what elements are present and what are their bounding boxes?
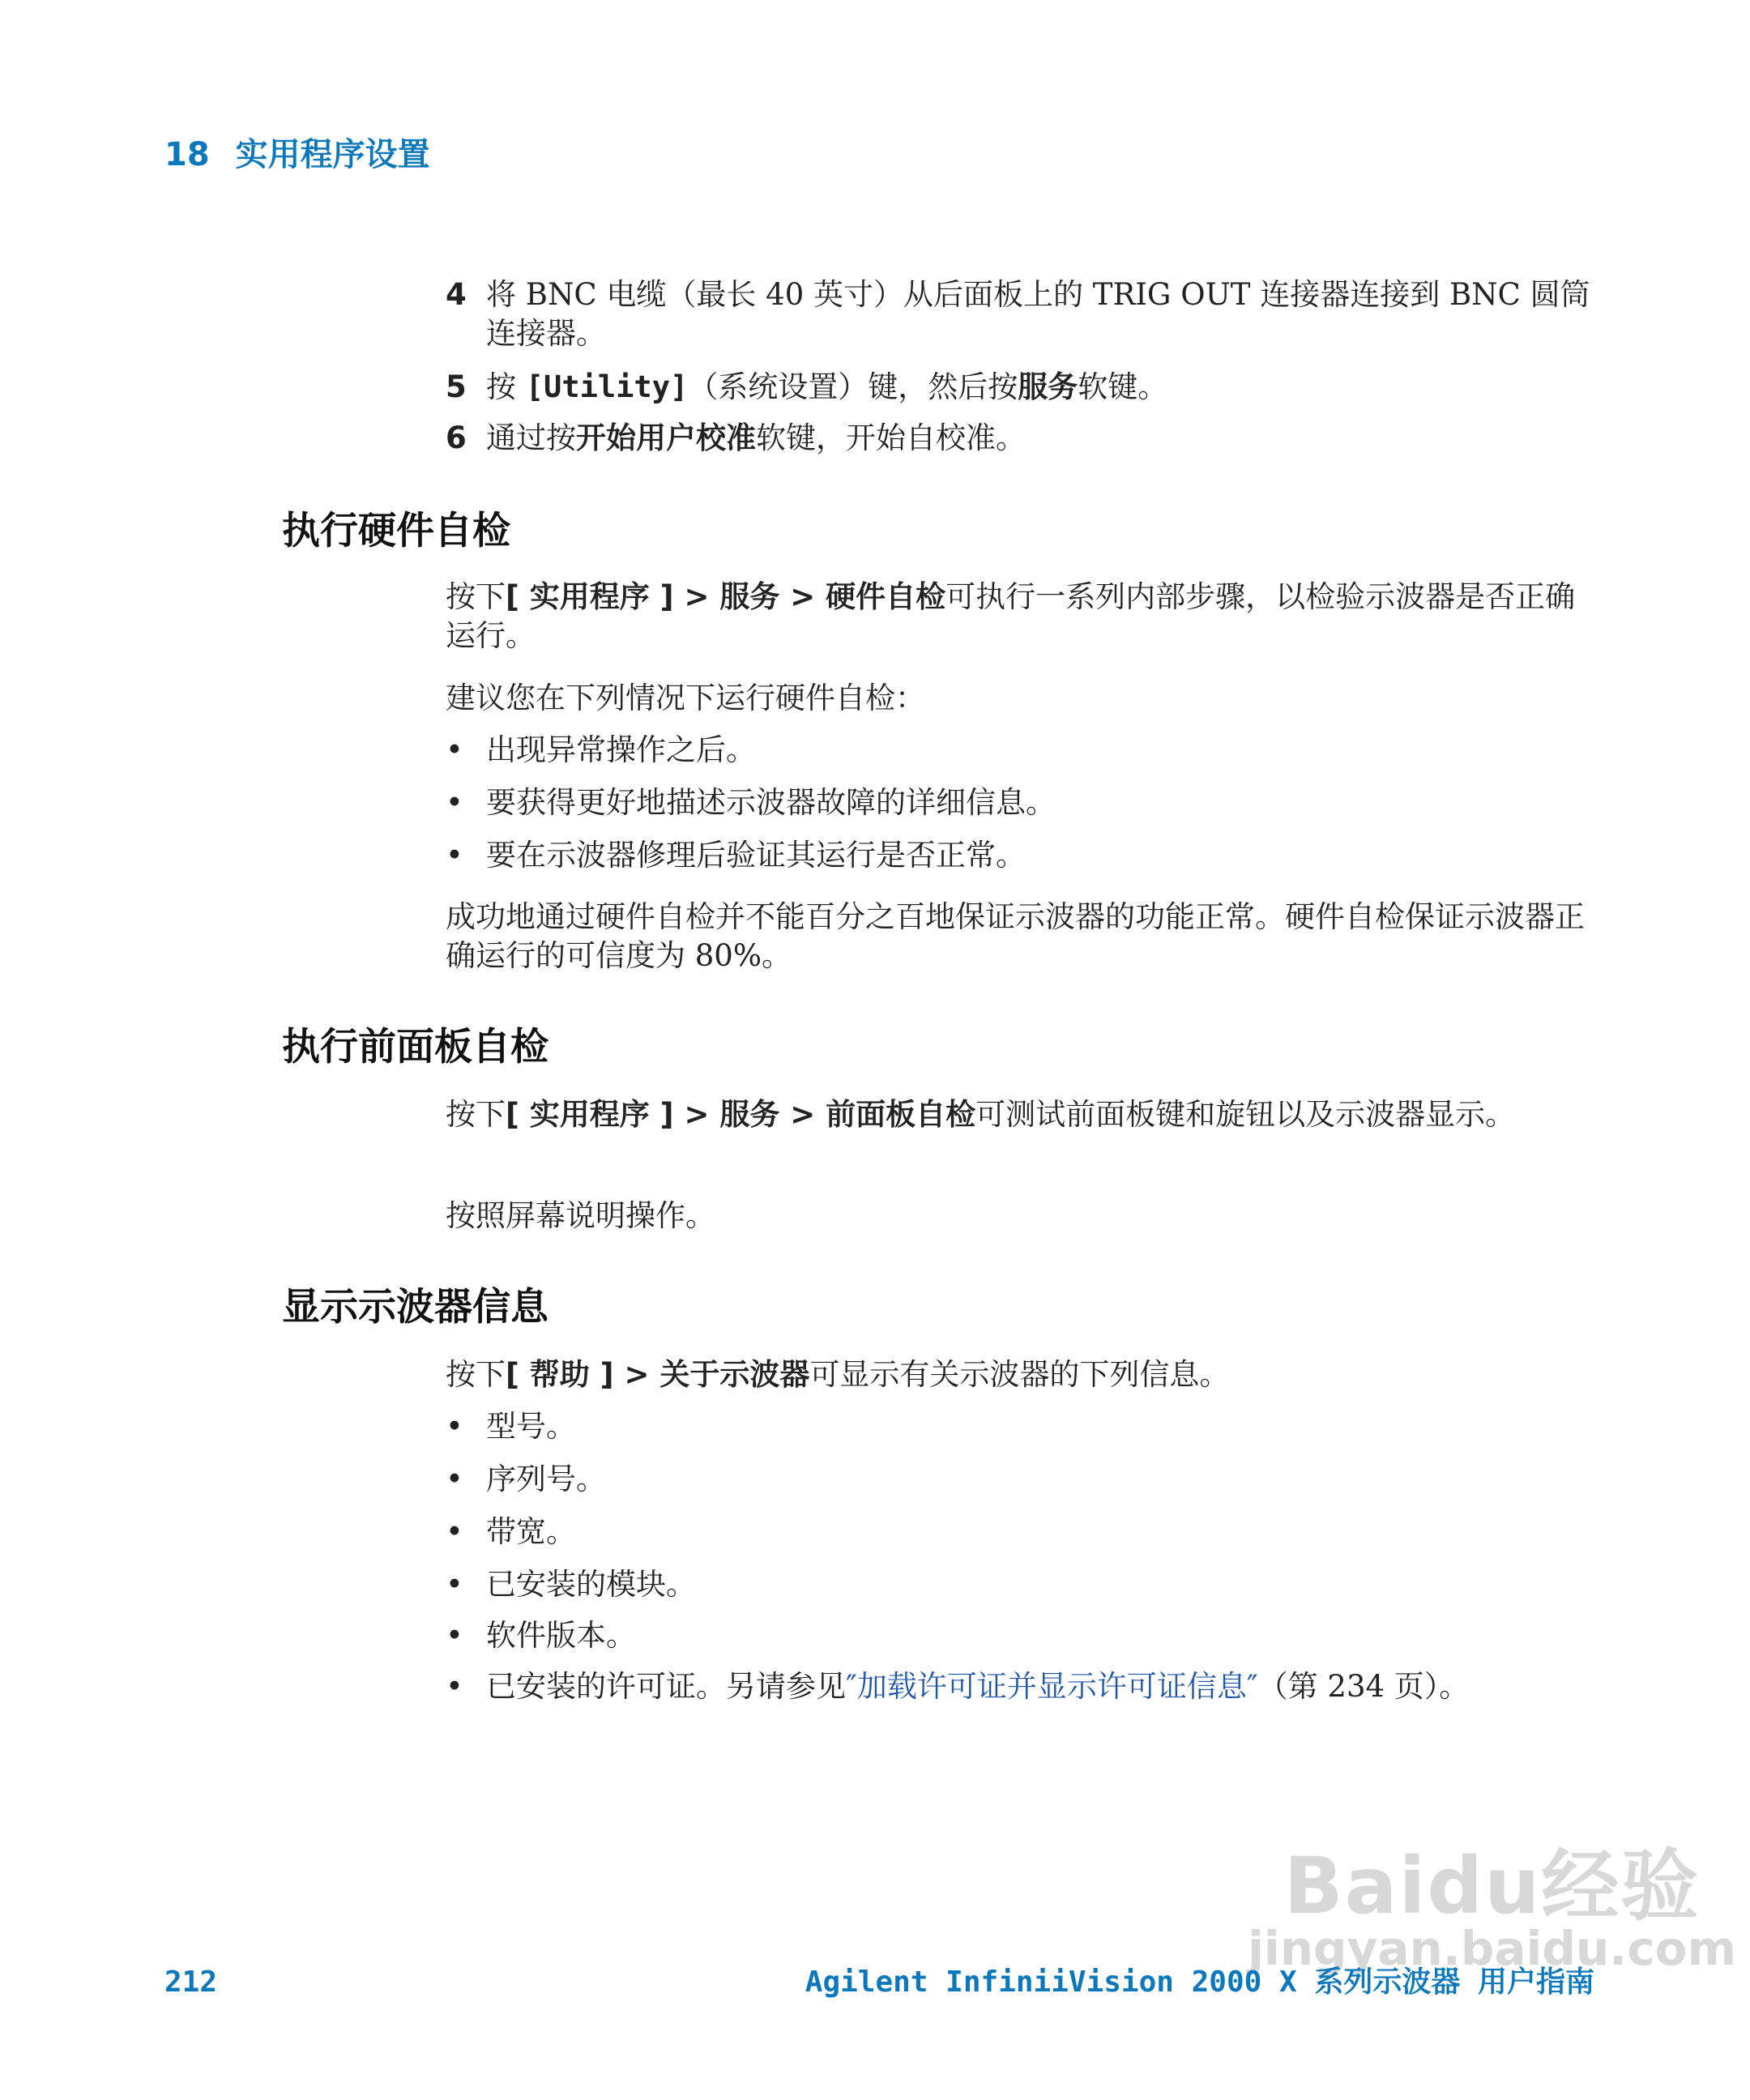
- step-4: [446, 275, 1596, 353]
- paragraph: 建议您在下列情况下运行硬件自检：: [446, 681, 925, 715]
- bullet-icon: •: [446, 1567, 463, 1602]
- paragraph: [446, 1355, 1596, 1394]
- text: 按下: [446, 1097, 506, 1132]
- step-number: 5: [446, 369, 467, 404]
- text: 可测试前面板键和旋钮以及示波器显示。: [975, 1097, 1516, 1132]
- step-5: [446, 368, 1596, 407]
- license-info-link[interactable]: ″加载许可证并显示许可证信息″: [846, 1669, 1258, 1704]
- text: 已安装的许可证。另请参见: [486, 1669, 846, 1704]
- step-text: 软键，开始自校准。: [756, 420, 1026, 455]
- bullet-icon: •: [446, 732, 463, 767]
- book-title: Agilent InfiniiVision 2000 X 系列示波器 用户指南: [805, 1966, 1594, 1999]
- list-item: • 型号。: [446, 1407, 1596, 1446]
- paragraph: 按照屏幕说明操作。: [446, 1198, 715, 1233]
- list-item: • 软件版本。: [446, 1616, 1596, 1655]
- text: 可显示有关示波器的下列信息。: [809, 1357, 1230, 1392]
- bullet-icon: •: [446, 838, 463, 873]
- text: 按下: [446, 579, 506, 614]
- paragraph: [446, 578, 1596, 655]
- bullet-icon: •: [446, 1514, 463, 1549]
- menu-path: [ 实用程序 ] > 服务 > 前面板自检: [506, 1097, 976, 1132]
- section-heading-frontpanel-selftest: 执行前面板自检: [282, 1025, 548, 1069]
- softkey-label: 开始用户校准: [576, 420, 756, 455]
- step-text: 将 BNC 电缆（最长 40 英寸）从后面板上的 TRIG OUT 连接器连接到 BNC 圆筒连接器。: [486, 277, 1590, 351]
- step-6: [446, 419, 1596, 458]
- bullet-icon: •: [446, 1618, 463, 1653]
- list-item: [446, 1667, 1628, 1706]
- page-number: 212: [164, 1966, 218, 1999]
- chapter-number: 18: [164, 136, 210, 173]
- bullet-icon: •: [446, 1462, 463, 1496]
- bullet-icon: •: [446, 1409, 463, 1444]
- paragraph: 成功地通过硬件自检并不能百分之百地保证示波器的功能正常。硬件自检保证示波器正确运行的可信度为 80%。: [446, 899, 1585, 973]
- step-text: 通过按: [486, 420, 576, 455]
- list-item: • 出现异常操作之后。: [446, 731, 1596, 770]
- step-number: 6: [446, 420, 467, 455]
- list-item: • 要在示波器修理后验证其运行是否正常。: [446, 836, 1596, 875]
- utility-key: [Utility]: [525, 369, 689, 404]
- text: 按下: [446, 1357, 506, 1392]
- menu-path: [ 实用程序 ] > 服务 > 硬件自检: [506, 579, 946, 614]
- chapter-header: [164, 133, 430, 177]
- watermark-logo: Baidu经验: [1283, 1841, 1701, 1931]
- list-item: • 已安装的模块。: [446, 1565, 1596, 1604]
- chapter-title: 实用程序设置: [235, 136, 430, 173]
- list-item: • 带宽。: [446, 1513, 1596, 1552]
- step-number: 4: [446, 277, 467, 312]
- text: （第 234 页）。: [1257, 1669, 1470, 1704]
- bullet-icon: •: [446, 1669, 463, 1704]
- list-item: • 序列号。: [446, 1460, 1596, 1499]
- section-heading-hardware-selftest: 执行硬件自检: [282, 509, 510, 553]
- step-text: 按: [486, 369, 526, 404]
- softkey-label: 服务: [1018, 369, 1078, 404]
- section-heading-scope-info: 显示示波器信息: [282, 1285, 548, 1330]
- text: 可执行一系列内部步骤，以检验示波器是否正确运行。: [446, 579, 1576, 653]
- list-item: • 要获得更好地描述示波器故障的详细信息。: [446, 783, 1596, 822]
- watermark-url: jingyan.baidu.com: [1248, 1921, 1736, 1976]
- paragraph: [446, 1095, 1596, 1134]
- baidu-jingyan-watermark: [1248, 1841, 1736, 1976]
- step-text: （系统设置）键，然后按: [688, 369, 1018, 404]
- step-text: 软键。: [1078, 369, 1168, 404]
- bullet-icon: •: [446, 785, 463, 820]
- menu-path: [ 帮助 ] > 关于示波器: [506, 1357, 810, 1392]
